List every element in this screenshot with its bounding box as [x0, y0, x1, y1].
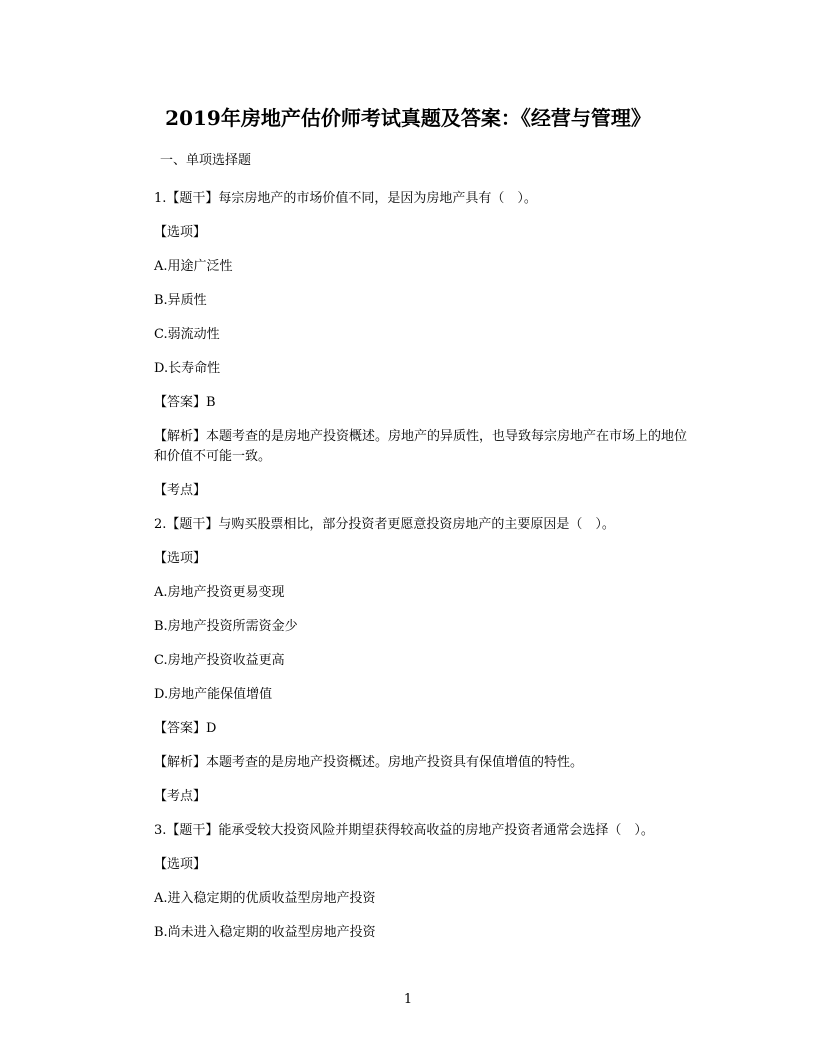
question-3-options-label: 【选项】	[154, 857, 207, 872]
question-1-answer: 【答案】B	[154, 395, 216, 410]
question-2-option-d: D.房地产能保值增值	[154, 687, 273, 702]
question-2-option-c: C.房地产投资收益更高	[154, 653, 285, 668]
question-3-stem: 3.【题干】能承受较大投资风险并期望获得较高收益的房地产投资者通常会选择（ ）。	[154, 823, 654, 838]
question-2-analysis: 【解析】本题考查的是房地产投资概述。房地产投资具有保值增值的特性。	[154, 755, 584, 770]
question-2-option-a: A.房地产投资更易变现	[154, 585, 285, 600]
question-1-option-c: C.弱流动性	[154, 327, 220, 342]
question-2-stem: 2.【题干】与购买股票相比，部分投资者更愿意投资房地产的主要原因是（ ）。	[154, 517, 615, 532]
question-2-option-b: B.房地产投资所需资金少	[154, 619, 298, 634]
question-1-options-label: 【选项】	[154, 225, 207, 240]
question-3-option-b: B.尚未进入稳定期的收益型房地产投资	[154, 925, 376, 940]
question-3-option-a: A.进入稳定期的优质收益型房地产投资	[154, 891, 376, 906]
page-number: 1	[403, 992, 413, 1007]
question-2-answer: 【答案】D	[154, 721, 217, 736]
question-1-option-a: A.用途广泛性	[154, 259, 233, 274]
question-1-keypoint: 【考点】	[154, 483, 207, 498]
question-2-options-label: 【选项】	[154, 551, 207, 566]
question-2-keypoint: 【考点】	[154, 789, 207, 804]
document-body	[154, 151, 694, 957]
question-1-option-b: B.异质性	[154, 293, 207, 308]
question-1-stem: 1.【题干】每宗房地产的市场价值不同，是因为房地产具有（ ）。	[154, 191, 537, 206]
question-1-analysis: 【解析】本题考查的是房地产投资概述。房地产的异质性，也导致每宗房地产在市场上的地位和价值不可能一致。	[154, 429, 688, 464]
section-heading: 一、单项选择题	[160, 153, 252, 168]
question-1-option-d: D.长寿命性	[154, 361, 221, 376]
page-title: 2019年房地产估价师考试真题及答案：《经营与管理》	[165, 106, 651, 130]
